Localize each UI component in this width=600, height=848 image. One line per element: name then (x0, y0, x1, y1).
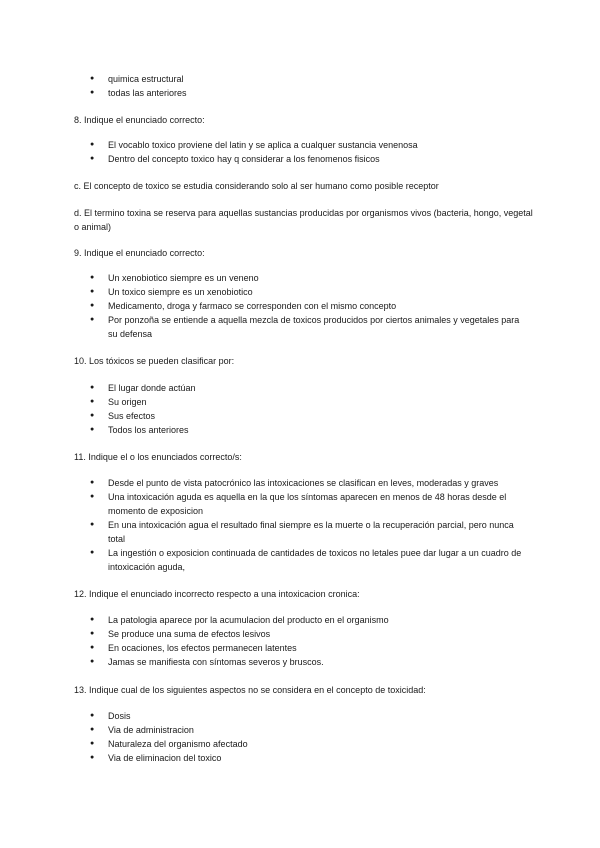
list-item: ● La ingestión o exposicion continuada de cantidades de toxicos no letales puee dar lugar a un cuadro de intoxicación aguda, (90, 546, 530, 574)
list-item: ● En una intoxicación agua el resultado final siempre es la muerte o la recuperación parcial, pero nunca total (90, 518, 530, 546)
list-item: ● Un toxico siempre es un xenobiotico (90, 285, 530, 299)
question-10-options (90, 381, 530, 437)
question-12-options (90, 613, 530, 669)
list-item: ● Una intoxicación aguda es aquella en la que los síntomas aparecen en menos de 48 horas desde el momento de exposicion (90, 490, 530, 518)
question-9-options (90, 271, 530, 341)
list-item: ● En ocaciones, los efectos permanecen latentes (90, 641, 530, 655)
list-item: ● Se produce una suma de efectos lesivos (90, 627, 530, 641)
list-item: ● Por ponzoña se entiende a aquella mezcla de toxicos producidos por ciertos animales y vegetales para su defensa (90, 313, 530, 341)
question-9-title: 9. Indique el enunciado correcto: (74, 248, 205, 258)
list-item: ● quimica estructural (90, 72, 530, 86)
paragraph-d: d. El termino toxina se reserva para aquellas sustancias producidas por organismos vivos (bacteria, hongo, vegetal o animal) (74, 208, 533, 232)
list-item: ● Dentro del concepto toxico hay q considerar a los fenomenos fisicos (90, 152, 530, 166)
list-item: ● todas las anteriores (90, 86, 530, 100)
question-11-title: 11. Indique el o los enunciados correcto/s: (74, 452, 242, 462)
question-8-options (90, 138, 530, 166)
list-item: ● Todos los anteriores (90, 423, 530, 437)
list-item: ● Via de eliminacion del toxico (90, 751, 530, 765)
question-13-title: 13. Indique cual de los siguientes aspectos no se considera en el concepto de toxicidad: (74, 685, 426, 695)
question-13-options (90, 709, 530, 765)
list-item: ● Sus efectos (90, 409, 530, 423)
list-item: ● El lugar donde actúan (90, 381, 530, 395)
list-item: ● Dosis (90, 709, 530, 723)
list-item: ● Medicamento, droga y farmaco se corresponden con el mismo concepto (90, 299, 530, 313)
top-list (90, 72, 530, 100)
question-10-title: 10. Los tóxicos se pueden clasificar por: (74, 356, 235, 366)
question-12-title: 12. Indique el enunciado incorrecto respecto a una intoxicacion cronica: (74, 589, 360, 599)
list-item: ● Naturaleza del organismo afectado (90, 737, 530, 751)
paragraph-c: c. El concepto de toxico se estudia considerando solo al ser humano como posible receptor (74, 181, 439, 191)
list-item: ● El vocablo toxico proviene del latin y se aplica a cualquer sustancia venenosa (90, 138, 530, 152)
list-item: ● Un xenobiotico siempre es un veneno (90, 271, 530, 285)
question-11-options (90, 476, 530, 574)
question-8-title: 8. Indique el enunciado correcto: (74, 115, 205, 125)
list-item: ● Via de administracion (90, 723, 530, 737)
list-item: ● La patologia aparece por la acumulacion del producto en el organismo (90, 613, 530, 627)
list-item: ● Su origen (90, 395, 530, 409)
list-item: ● Desde el punto de vista patocrónico las intoxicaciones se clasifican en leves, moderadas y graves (90, 476, 530, 490)
list-item: ● Jamas se manifiesta con síntomas severos y bruscos. (90, 655, 530, 669)
